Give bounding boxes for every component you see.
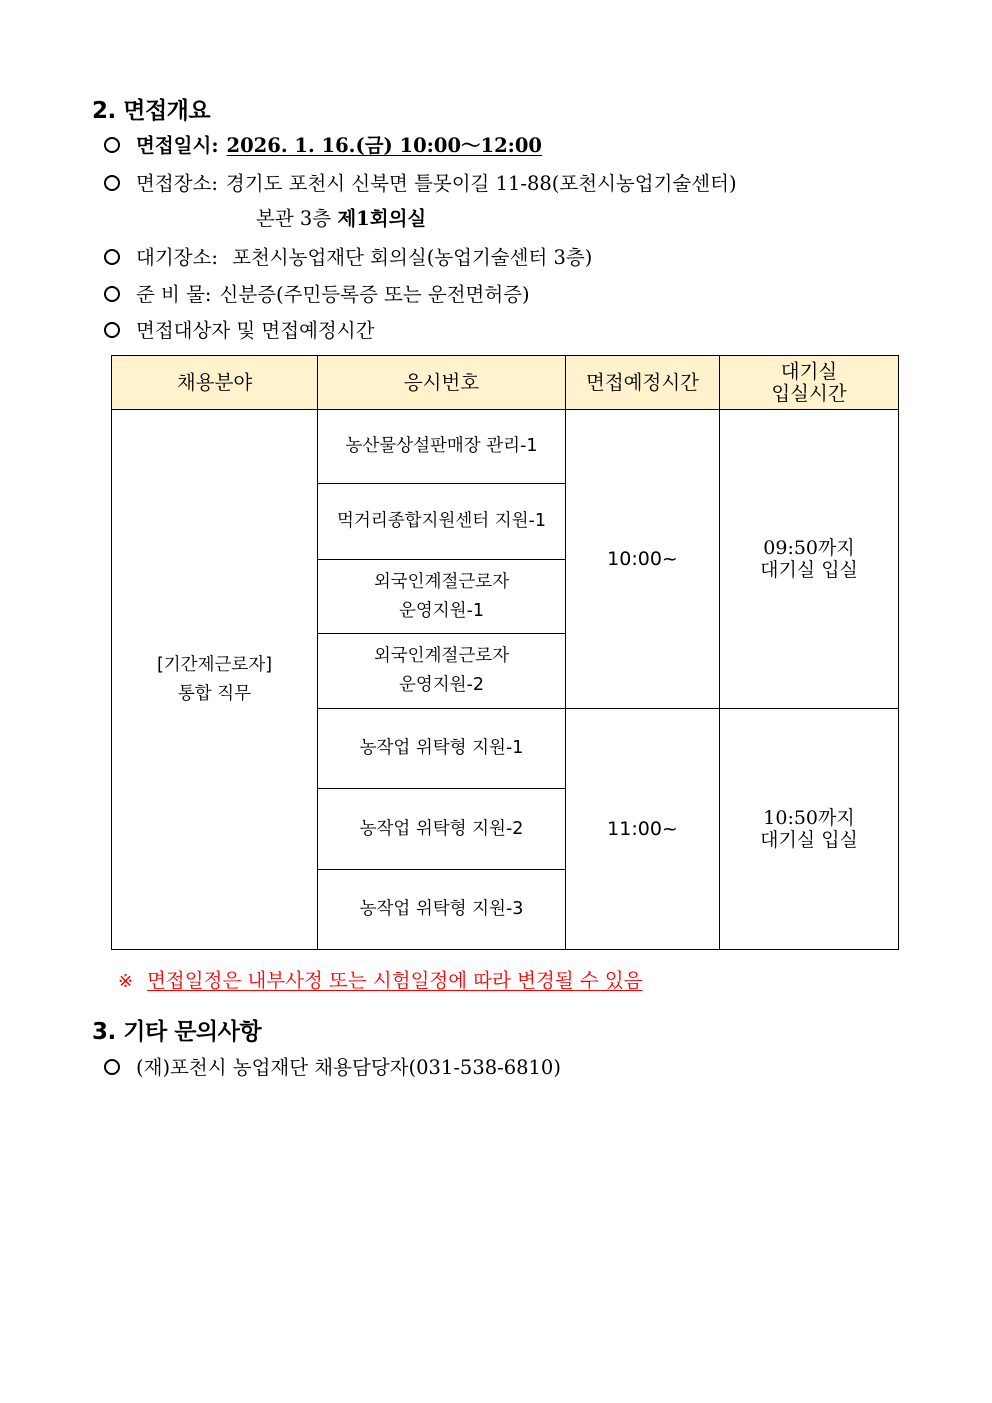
applicant-cell: 농작업 위탁형 지원-2 [318, 789, 566, 870]
circle-bullet-icon [104, 1059, 120, 1075]
header-applicant-no: 응시번호 [318, 356, 566, 410]
reference-mark-icon: ※ [118, 971, 134, 992]
applicant-cell: 농작업 위탁형 지원-3 [318, 870, 566, 950]
waiting-location-item [104, 245, 592, 271]
table-row [112, 410, 899, 484]
required-items-value: 신분증(주민등록증 또는 운전면허증) [219, 283, 530, 306]
interview-location-label: 면접장소: [136, 172, 218, 195]
circle-bullet-icon [104, 137, 120, 153]
contact-item [104, 1055, 561, 1081]
circle-bullet-icon [104, 322, 120, 338]
interview-datetime-item [104, 133, 542, 159]
interview-schedule-table [111, 355, 899, 950]
section-2-title: 2. 면접개요 [92, 98, 211, 124]
header-waiting-line2: 입실시간 [771, 381, 847, 405]
interview-location-room-prefix: 본관 3층 [256, 207, 338, 230]
waiting-cell [720, 709, 899, 950]
waiting-entry: 대기실 입실 [760, 559, 858, 581]
waiting-until: 09:50까지 [763, 537, 855, 559]
required-items-label: 준 비 물: [136, 283, 212, 306]
schedule-change-notice [118, 965, 643, 993]
circle-bullet-icon [104, 175, 120, 191]
circle-bullet-icon [104, 286, 120, 302]
applicant-line1: 외국인계절근로자 [373, 646, 510, 666]
required-items-item [104, 282, 530, 308]
interview-datetime-label: 면접일시: [136, 134, 219, 157]
header-waiting-entry [720, 356, 899, 410]
waiting-location-value: 포천시농업재단 회의실(농업기술센터 3층) [225, 246, 593, 269]
schedule-heading-item [104, 318, 374, 344]
applicant-cell [318, 560, 566, 634]
contact-text: (재)포천시 농업재단 채용담당자(031-538-6810) [136, 1056, 561, 1079]
schedule-heading-label: 면접대상자 및 면접예정시간 [136, 319, 375, 342]
time-cell: 11:00~ [566, 709, 720, 950]
applicant-cell [318, 634, 566, 709]
interview-location-room: 제1회의실 [337, 207, 427, 230]
waiting-entry: 대기실 입실 [760, 829, 858, 851]
notice-text: 면접일정은 내부사정 또는 시험일정에 따라 변경될 수 있음 [147, 969, 643, 992]
applicant-line1: 외국인계절근로자 [373, 571, 510, 592]
interview-datetime-value: 2026. 1. 16.(금) 10:00～12:00 [226, 134, 542, 157]
field-cell [112, 410, 318, 950]
applicant-line2: 운영지원-2 [398, 675, 485, 695]
header-interview-time: 면접예정시간 [566, 356, 720, 410]
interview-location-continued [256, 206, 426, 232]
applicant-cell: 농산물상설판매장 관리-1 [318, 410, 566, 484]
applicant-line2: 운영지원-1 [398, 600, 485, 621]
applicant-cell: 먹거리종합지원센터 지원-1 [318, 484, 566, 560]
interview-location-value: 경기도 포천시 신북면 틀못이길 11-88(포천시농업기술센터) [225, 172, 737, 195]
field-line1: [기간제근로자] [156, 654, 273, 675]
time-cell: 10:00~ [566, 410, 720, 709]
waiting-until: 10:50까지 [763, 807, 855, 829]
section-3-title: 3. 기타 문의사항 [92, 1019, 262, 1045]
waiting-location-label: 대기장소: [136, 246, 218, 269]
applicant-cell: 농작업 위탁형 지원-1 [318, 709, 566, 789]
header-field: 채용분야 [112, 356, 318, 410]
field-line2: 통합 직무 [177, 683, 252, 704]
interview-location-item [104, 171, 737, 197]
header-waiting-line1: 대기실 [780, 359, 838, 383]
waiting-cell [720, 410, 899, 709]
table-header-row [112, 356, 899, 410]
circle-bullet-icon [104, 249, 120, 265]
